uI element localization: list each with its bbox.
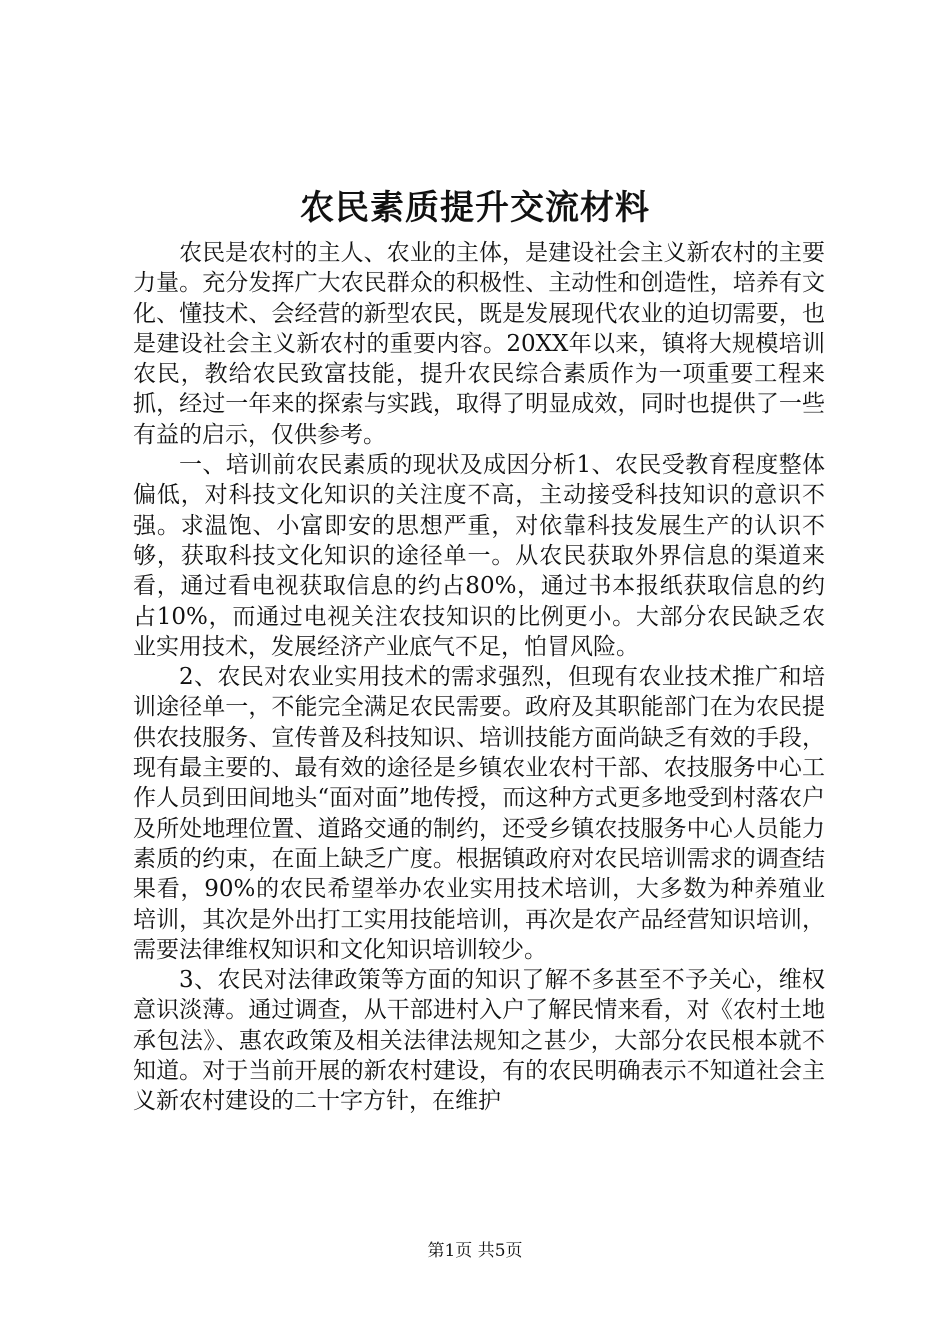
document-body <box>133 238 825 1117</box>
page-footer: 第1页 共5页 <box>427 1241 523 1261</box>
paragraph-intro: 农民是农村的主人、农业的主体，是建设社会主义新农村的主要力量。充分发挥广大农民群众的积极性、主动性和创造性，培养有文化、懂技术、会经营的新型农民，既是发展现代农业的迫切需要，也是建设社会主义新农村的重要内容。20XX年以来，镇将大规模培训农民，教给农民致富技能，提升农民综合素质作为一项重要工程来抓，经过一年来的探索与实践，取得了明显成效，同时也提供了一些有益的启示，仅供参考。 <box>133 240 825 448</box>
document-title: 农民素质提升交流材料 <box>300 188 650 228</box>
paragraph-section-1: 一、培训前农民素质的现状及成因分析1、农民受教育程度整体偏低，对科技文化知识的关注度不高，主动接受科技知识的意识不强。求温饱、小富即安的思想严重，对依靠科技发展生产的认识不够，获取科技文化知识的途径单一。从农民获取外界信息的渠道来看，通过看电视获取信息的约占80%，通过书本报纸获取信息的约占10%，而通过电视关注农技知识的比例更小。大部分农民缺乏农业实用技术，发展经济产业底气不足，怕冒风险。 <box>133 452 825 660</box>
paragraph-point-3: 3、农民对法律政策等方面的知识了解不多甚至不予关心，维权意识淡薄。通过调查，从干部进村入户了解民情来看，对《农村土地承包法》、惠农政策及相关法律法规知之甚少，大部分农民根本就不知道。对于当前开展的新农村建设，有的农民明确表示不知道社会主义新农村建设的二十字方针，在维护 <box>133 967 825 1115</box>
paragraph-point-2: 2、农民对农业实用技术的需求强烈，但现有农业技术推广和培训途径单一，不能完全满足农民需要。政府及其职能部门在为农民提供农技服务、宣传普及科技知识、培训技能方面尚缺乏有效的手段，现有最主要的、最有效的途径是乡镇农业农村干部、农技服务中心工作人员到田间地头“面对面”地传授，而这种方式更多地受到村落农户及所处地理位置、道路交通的制约，还受乡镇农技服务中心人员能力素质的约束，在面上缺乏广度。根据镇政府对农民培训需求的调查结果看，90%的农民希望举办农业实用技术培训，大多数为种养殖业培训，其次是外出打工实用技能培训，再次是农产品经营知识培训，需要法律维权知识和文化知识培训较少。 <box>133 664 825 963</box>
